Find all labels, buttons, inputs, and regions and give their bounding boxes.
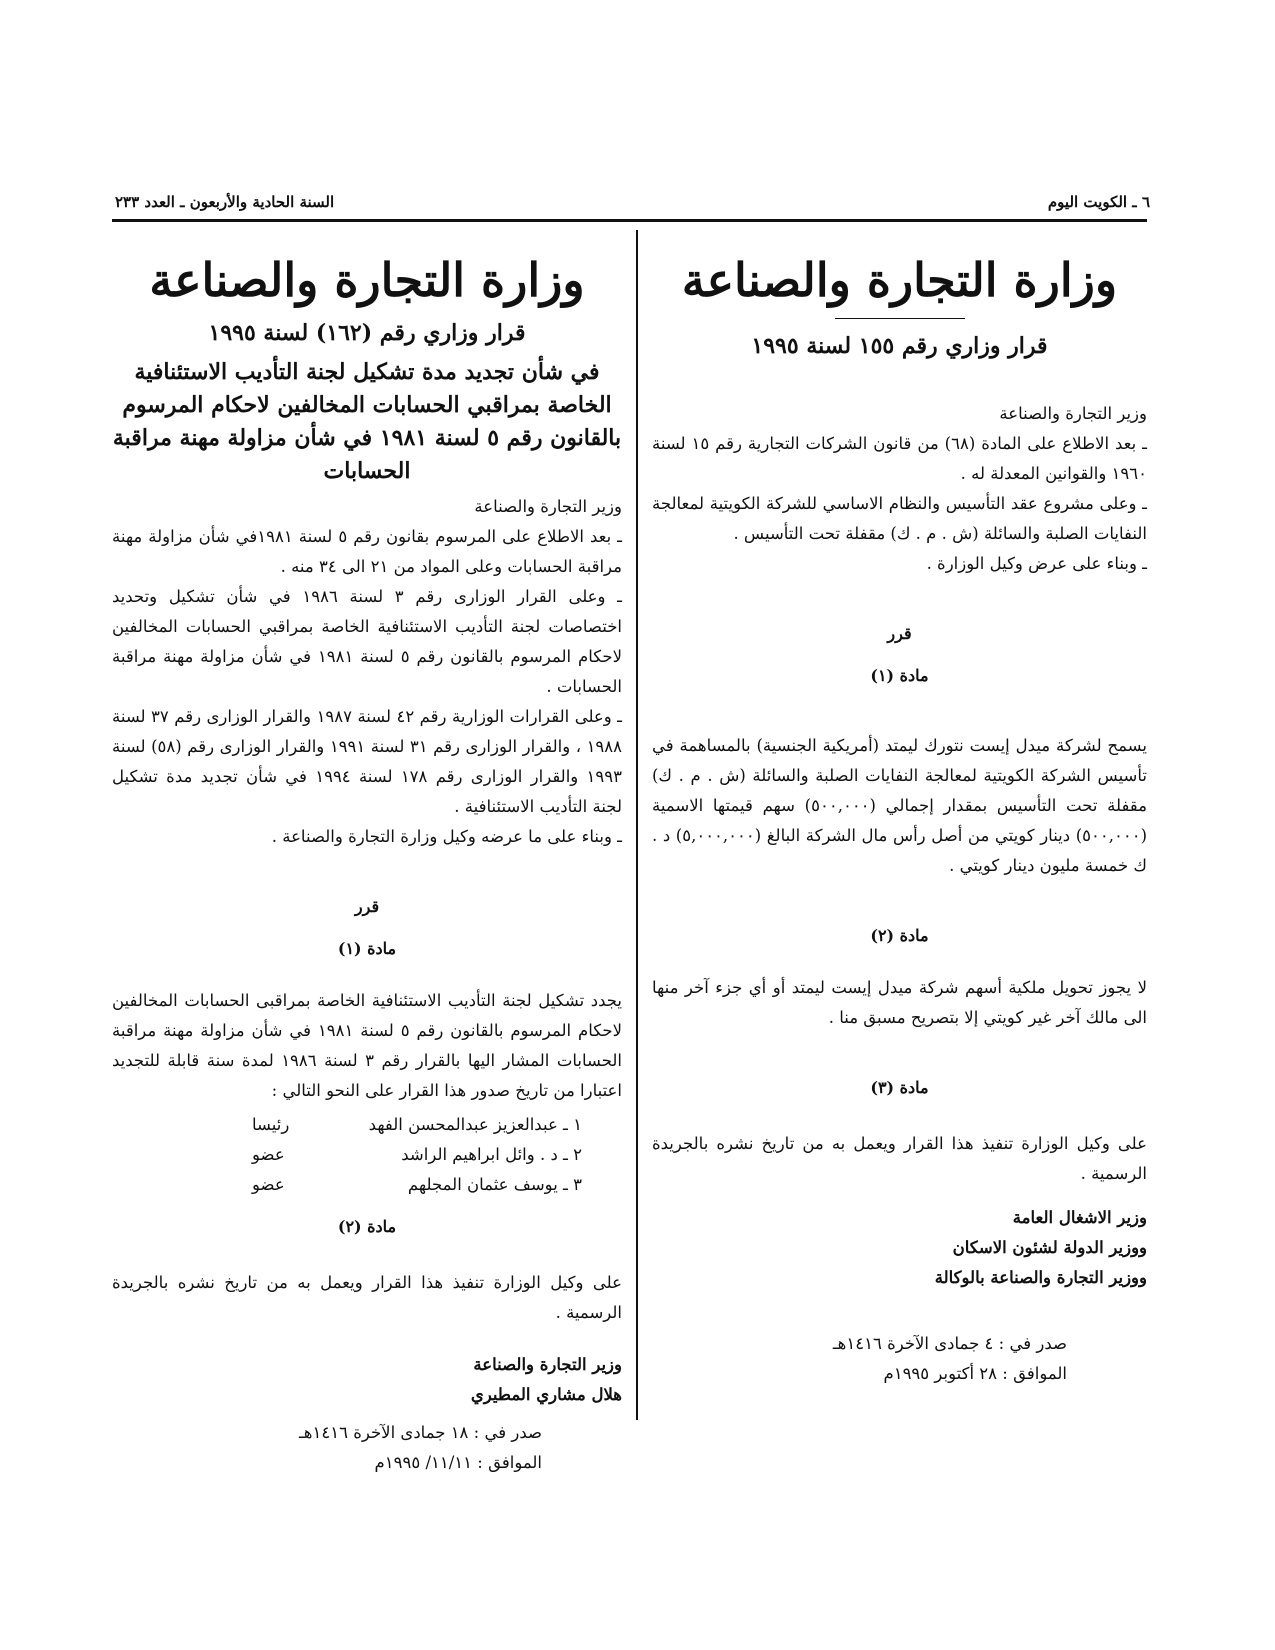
signature-line: وزير التجارة والصناعة <box>473 1355 622 1374</box>
article-heading: مادة (١) <box>870 666 929 685</box>
signature-block <box>652 1203 1147 1293</box>
article-text: على وكيل الوزارة تنفيذ هذا القرار ويعمل به من تاريخ نشره بالجريدة الرسمية . <box>652 1134 1147 1183</box>
signature-block <box>112 1350 622 1410</box>
decree-title: قرار وزاري رقم ١٥٥ لسنة ١٩٩٥ <box>751 333 1048 359</box>
issue-date: صدر في : ١٨ جمادى الآخرة ١٤١٦هـ <box>298 1423 542 1442</box>
preamble-item: ـ بعد الاطلاع على المرسوم بقانون رقم ٥ لسنة ١٩٨١في شأن مزاولة مهنة مراقبة الحسابات وعلى المواد من ٢١ الى ٣٤ منه . <box>112 527 623 576</box>
issue-date: صدر في : ٤ جمادى الآخرة ١٤١٦هـ <box>832 1334 1067 1353</box>
decree-162-column <box>112 232 622 1478</box>
decree-155-column <box>652 232 1147 1389</box>
article-text: لا يجوز تحويل ملكية أسهم شركة ميدل إيست ليمتد أو أي جزء آخر منها الى مالك آخر غير كويتي إلا بتصريح مسبق منا . <box>652 978 1147 1027</box>
signature-line: ووزير التجارة والصناعة بالوكالة <box>934 1268 1147 1287</box>
member-name: ١ ـ عبدالعزيز عبدالمحسن الفهد <box>368 1115 582 1134</box>
page-header-left: السنة الحادية والأربعون ـ العدد ٢٣٣ <box>115 193 335 211</box>
preamble-item: ـ وعلى القرارات الوزارية رقم ٤٢ لسنة ١٩٨٧ والقرار الوزارى رقم ٣٧ لسنة ١٩٨٨ ، والقرار الوزارى رقم ٣١ لسنة ١٩٩١ والقرار الوزارى رقم (٥٨) لسنة ١٩٩٣ والقرار الوزارى رقم ١٧٨ لسنة ١٩٩٤ في شأن تجديد مدة تشكيل لجنة التأديب الاستئنافية . <box>112 707 623 816</box>
issuer: وزير التجارة والصناعة <box>474 497 622 516</box>
signature-line: وزير الاشغال العامة <box>1012 1208 1147 1227</box>
member-role: عضو <box>252 1145 285 1164</box>
ministry-heading: وزارة التجارة والصناعة <box>681 253 1118 307</box>
gregorian-date: الموافق : ١١/١١/ ١٩٩٥م <box>374 1453 542 1472</box>
issue-dates <box>652 1329 1067 1389</box>
member-name: ٢ ـ د . وائل ابراهيم الراشد <box>401 1145 582 1164</box>
article-heading: مادة (١) <box>337 939 397 958</box>
decree-subject: في شأن تجديد مدة تشكيل لجنة التأديب الاستئنافية الخاصة بمراقبي الحسابات المخالفين لاحكام المرسوم بالقانون رقم ٥ لسنة ١٩٨١ في شأن مزاولة مهنة مراقبة الحسابات <box>112 359 622 484</box>
member-name: ٣ ـ يوسف عثمان المجلهم <box>407 1175 582 1194</box>
committee-members <box>112 1110 622 1200</box>
decree-title: قرار وزاري رقم (١٦٢) لسنة ١٩٩٥ <box>208 320 526 346</box>
article-text: يجدد تشكيل لجنة التأديب الاستئنافية الخاصة بمراقبى الحسابات المخالفين لاحكام المرسوم بالقانون رقم ٥ لسنة ١٩٨١ في شأن مزاولة مهنة مراقبة الحسابات المشار اليها بالقرار رقم ٣ لسنة ١٩٨٦ لمدة سنة قابلة للتجديد اعتبارا من تاريخ صدور هذا القرار على النحو التالي : <box>112 991 622 1100</box>
signature-line: هلال مشاري المطيري <box>470 1385 622 1404</box>
member-role: عضو <box>252 1175 285 1194</box>
list-item <box>252 1110 582 1140</box>
page-header-right: ٦ ـ الكويت اليوم <box>1047 193 1150 211</box>
issuer: وزير التجارة والصناعة <box>999 404 1147 423</box>
issue-dates <box>112 1418 542 1478</box>
article-heading: مادة (٢) <box>337 1217 397 1236</box>
column-divider <box>636 230 638 1420</box>
ministry-heading: وزارة التجارة والصناعة <box>149 253 585 307</box>
gregorian-date: الموافق : ٢٨ أكتوبر ١٩٩٥م <box>883 1364 1067 1383</box>
header-divider <box>112 219 1147 222</box>
preamble-item: ـ وبناء على عرض وكيل الوزارة . <box>926 554 1147 573</box>
decided-heading: قرر <box>354 897 380 916</box>
article-heading: مادة (٣) <box>870 1078 929 1097</box>
decided-heading: قرر <box>887 624 912 643</box>
preamble-item: ـ وعلى القرار الوزارى رقم ٣ لسنة ١٩٨٦ في شأن تشكيل وتحديد اختصاصات لجنة التأديب الاستئنافية الخاصة بمراقبي الحسابات المخالفين لاحكام المرسوم بالقانون رقم ٥ لسنة ١٩٨١ في شأن مزاولة مهنة مراقبة الحسابات . <box>112 587 622 696</box>
article-heading: مادة (٢) <box>870 926 929 945</box>
heading-rule <box>835 318 965 319</box>
article-text: على وكيل الوزارة تنفيذ هذا القرار ويعمل به من تاريخ نشره بالجريدة الرسمية . <box>112 1273 622 1322</box>
preamble-item: ـ بعد الاطلاع على المادة (٦٨) من قانون الشركات التجارية رقم ١٥ لسنة ١٩٦٠ والقوانين المعدلة له . <box>652 434 1147 483</box>
preamble-item: ـ وبناء على ما عرضه وكيل وزارة التجارة والصناعة . <box>271 827 622 846</box>
list-item <box>252 1140 582 1170</box>
signature-line: ووزير الدولة لشئون الاسكان <box>952 1238 1147 1257</box>
member-role: رئيسا <box>252 1115 290 1134</box>
preamble-item: ـ وعلى مشروع عقد التأسيس والنظام الاساسي للشركة الكويتية لمعالجة النفايات الصلبة والسائلة (ش . م . ك) مقفلة تحت التأسيس . <box>652 494 1147 543</box>
article-text: يسمح لشركة ميدل إيست نتورك ليمتد (أمريكية الجنسية) بالمساهمة في تأسيس الشركة الكويتية لمعالجة النفايات الصلبة والسائلة (ش . م . ك) مقفلة تحت التأسيس بمقدار إجمالي (٥٠٠,٠٠٠) سهم قيمتها الاسمية (٥٠٠,٠٠٠) دينار كويتي من أصل رأس مال الشركة البالغ (٥,٠٠٠,٠٠٠) د . ك خمسة مليون دينار كويتي . <box>652 736 1147 875</box>
list-item <box>252 1170 582 1200</box>
